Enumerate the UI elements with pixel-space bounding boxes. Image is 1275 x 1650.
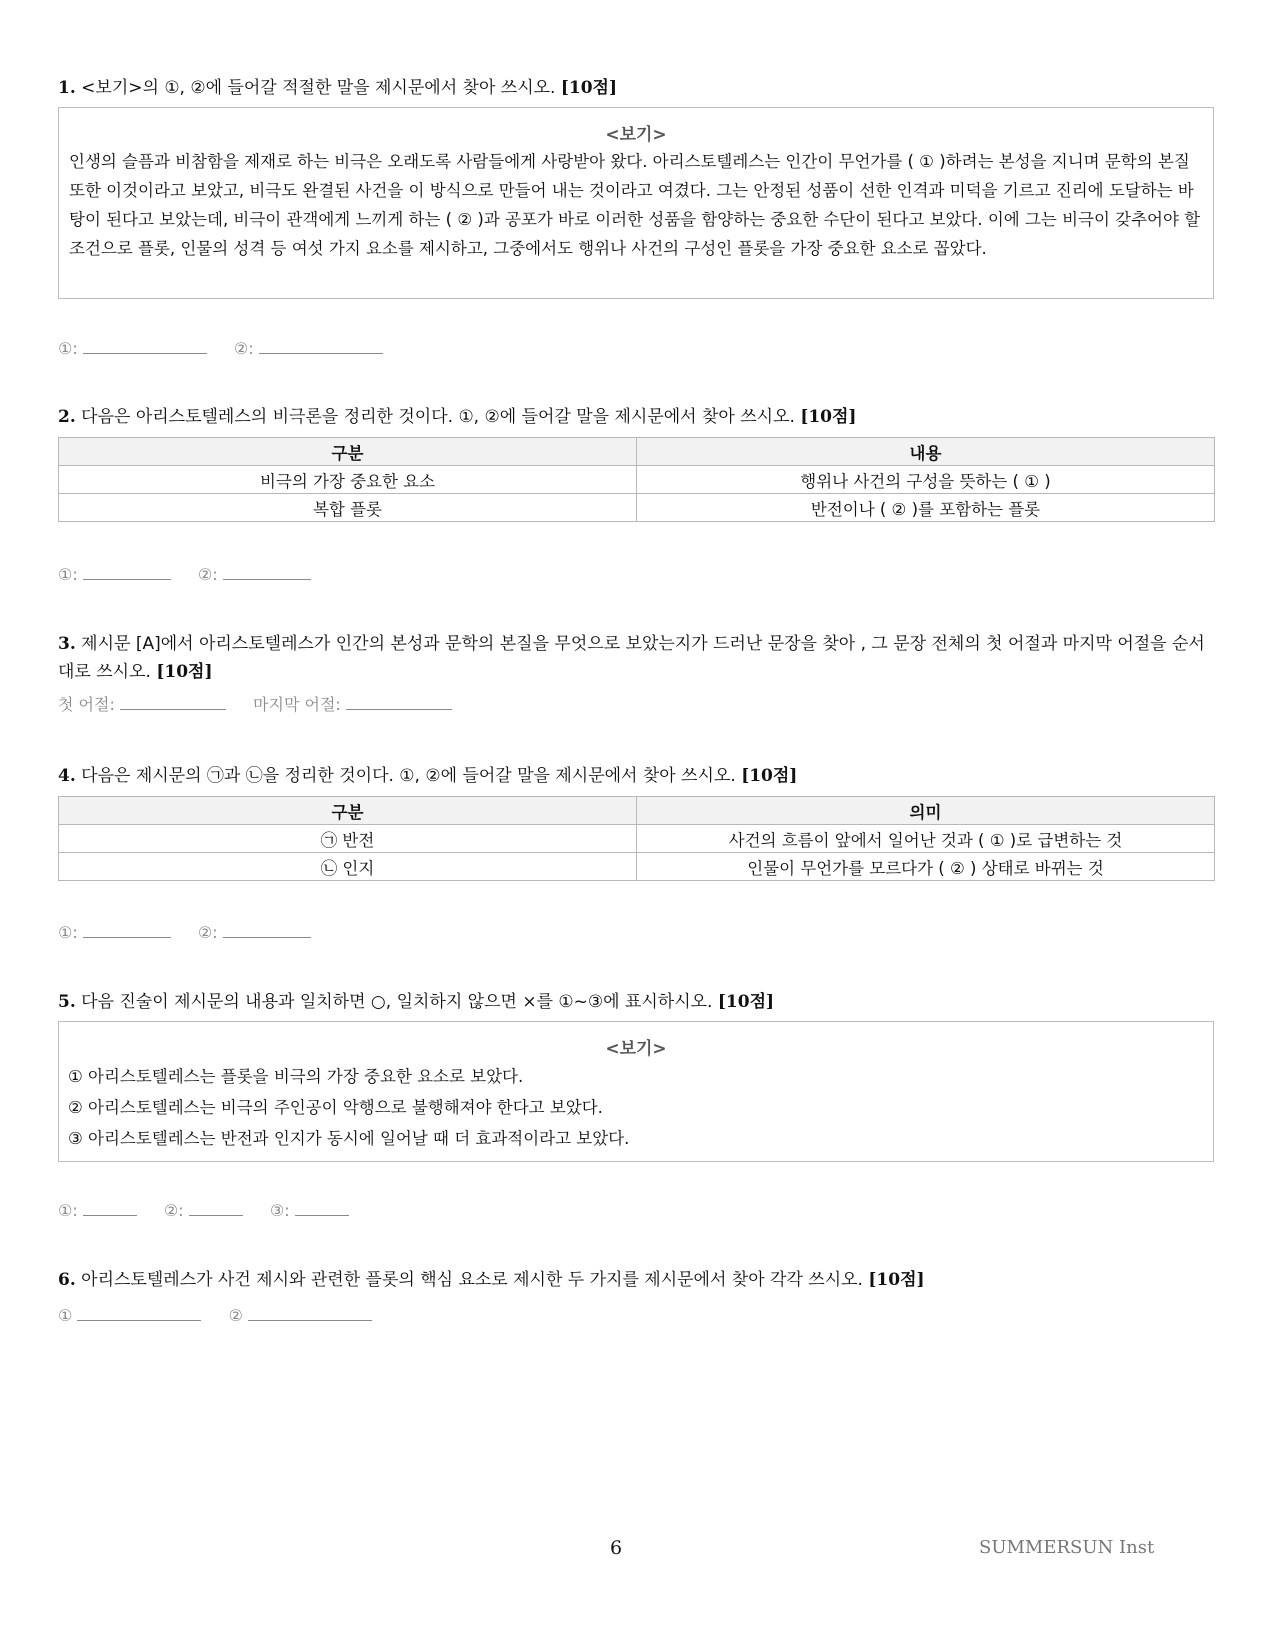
answer-label: ①	[58, 1306, 73, 1325]
answer-blank-1[interactable]	[83, 1199, 137, 1216]
answer-label: ①:	[58, 565, 78, 584]
question-text: 다음 진술이 제시문의 내용과 일치하면 ○, 일치하지 않으면 ×를 ①~③에 표시하시오.	[81, 992, 713, 1012]
question-3-answers	[58, 693, 474, 717]
question-4-table	[58, 796, 1215, 881]
question-text: 다음은 제시문의 ㉠과 ㉡을 정리한 것이다. ①, ②에 들어갈 말을 제시문에서 찾아 쓰시오.	[81, 766, 736, 786]
table-cell: 반전이나 ( ② )를 포함하는 플롯	[637, 494, 1215, 522]
question-points: [10점]	[560, 78, 618, 98]
answer-label: ②	[228, 1306, 243, 1325]
question-text: 아리스토텔레스가 사건 제시와 관련한 플롯의 핵심 요소로 제시한 두 가지를 제시문에서 찾아 각각 쓰시오.	[81, 1270, 863, 1290]
question-points: [10점]	[741, 766, 798, 786]
answer-blank-2[interactable]	[189, 1199, 243, 1216]
question-points: [10점]	[717, 992, 775, 1012]
question-number: 3.	[58, 634, 76, 654]
table-header-row	[59, 797, 1215, 825]
statement-item: ① 아리스토텔레스는 플롯을 비극의 가장 중요한 요소로 보았다.	[68, 1067, 524, 1086]
question-1-prompt	[58, 74, 1216, 102]
table-row	[59, 825, 1215, 853]
table-cell: 행위나 사건의 구성을 뜻하는 ( ① )	[637, 466, 1215, 494]
question-text: 다음은 아리스토텔레스의 비극론을 정리한 것이다. ①, ②에 들어갈 말을 제시문에서 찾아 쓰시오.	[81, 407, 795, 427]
answer-label: ②:	[163, 1201, 184, 1220]
question-5-prompt	[58, 988, 1216, 1016]
table-header: 구분	[59, 438, 637, 466]
answer-blank-3[interactable]	[295, 1199, 349, 1216]
table-cell: ㉠ 반전	[59, 825, 637, 853]
answer-blank-1[interactable]	[83, 337, 207, 354]
table-cell: ㉡ 인지	[59, 853, 637, 881]
question-4-answers	[58, 921, 333, 945]
question-points: [10점]	[868, 1270, 925, 1290]
question-number: 2.	[58, 407, 76, 427]
footer-brand: SUMMERSUN Inst	[979, 1537, 1155, 1558]
answer-blank-last-word[interactable]	[346, 693, 452, 710]
answer-label: ②:	[197, 923, 218, 942]
table-header: 내용	[637, 438, 1215, 466]
answer-label: ①:	[58, 1201, 78, 1220]
question-1-answers	[58, 337, 405, 361]
answer-blank-first-word[interactable]	[120, 693, 226, 710]
question-number: 4.	[58, 766, 76, 786]
question-number: 1.	[58, 78, 76, 98]
table-row	[59, 466, 1215, 494]
answer-blank-2[interactable]	[223, 921, 311, 938]
answer-blank-1[interactable]	[83, 921, 171, 938]
answer-label: ①:	[58, 923, 78, 942]
question-6-answers	[58, 1304, 394, 1328]
question-5-example-box	[58, 1021, 1214, 1162]
answer-blank-1[interactable]	[83, 563, 171, 580]
statement-item: ③ 아리스토텔레스는 반전과 인지가 동시에 일어날 때 더 효과적이라고 보았다.	[68, 1129, 630, 1148]
example-box-text: 인생의 슬픔과 비참함을 제재로 하는 비극은 오래도록 사람들에게 사랑받아 왔다. 아리스토텔레스는 인간이 무언가를 ( ① )하려는 본성을 지니며 문학의 본질 또한 이것이라고 보았고, 비극도 완결된 사건을 이 방식으로 만들어 내는 것이라고 여겼다. 그는 안정된 성품이 선한 인격과 미덕을 기르고 진리에 도달하는 바탕이 된다고 보았는데, 비극이 관객에게 느끼게 하는 ( ② )과 공포가 바로 이러한 성품을 함양하는 중요한 수단이 된다고 보았다. 이에 그는 비극이 갖추어야 할 조건으로 플롯, 인물의 성격 등 여섯 가지 요소를 제시하고, 그중에서도 행위나 사건의 구성인 플롯을 가장 중요한 요소로 꼽았다.	[69, 152, 1201, 258]
answer-label: 첫 어절:	[58, 695, 115, 714]
answer-label: ①:	[58, 339, 78, 358]
answer-blank-1[interactable]	[77, 1304, 201, 1321]
question-number: 6.	[58, 1270, 76, 1290]
table-header: 구분	[59, 797, 637, 825]
question-1-example-box	[58, 107, 1214, 299]
question-4-prompt	[58, 762, 1216, 790]
example-box-title: <보기>	[605, 125, 667, 145]
statement-item: ② 아리스토텔레스는 비극의 주인공이 악행으로 불행해져야 한다고 보았다.	[68, 1098, 603, 1117]
table-row	[59, 494, 1215, 522]
question-5-answers	[58, 1199, 371, 1223]
answer-blank-2[interactable]	[223, 563, 311, 580]
table-cell: 사건의 흐름이 앞에서 일어난 것과 ( ① )로 급변하는 것	[637, 825, 1215, 853]
question-2-table	[58, 437, 1215, 522]
table-cell: 비극의 가장 중요한 요소	[59, 466, 637, 494]
answer-label: ②:	[233, 339, 254, 358]
table-header: 의미	[637, 797, 1215, 825]
question-number: 5.	[58, 992, 76, 1012]
table-cell: 인물이 무언가를 모르다가 ( ② ) 상태로 바뀌는 것	[637, 853, 1215, 881]
answer-label: ②:	[197, 565, 218, 584]
page-number: 6	[610, 1537, 623, 1559]
table-cell: 복합 플롯	[59, 494, 637, 522]
question-text: <보기>의 ①, ②에 들어갈 적절한 말을 제시문에서 찾아 쓰시오.	[81, 78, 556, 98]
table-header-row	[59, 438, 1215, 466]
question-2-answers	[58, 563, 333, 587]
question-3-prompt	[58, 630, 1216, 686]
question-points: [10점]	[800, 407, 857, 427]
answer-blank-2[interactable]	[248, 1304, 372, 1321]
answer-label: ③:	[269, 1201, 290, 1220]
question-text: 제시문 [A]에서 아리스토텔레스가 인간의 본성과 문학의 본질을 무엇으로 보았는지가 드러난 문장을 찾아 , 그 문장 전체의 첫 어절과 마지막 어절을 순서대로 쓰시오.	[58, 634, 1205, 682]
question-points: [10점]	[156, 662, 213, 682]
example-box-title: <보기>	[605, 1039, 667, 1059]
question-6-prompt	[58, 1266, 1216, 1294]
table-row	[59, 853, 1215, 881]
answer-label: 마지막 어절:	[253, 695, 341, 714]
question-2-prompt	[58, 403, 1216, 431]
answer-blank-2[interactable]	[259, 337, 383, 354]
